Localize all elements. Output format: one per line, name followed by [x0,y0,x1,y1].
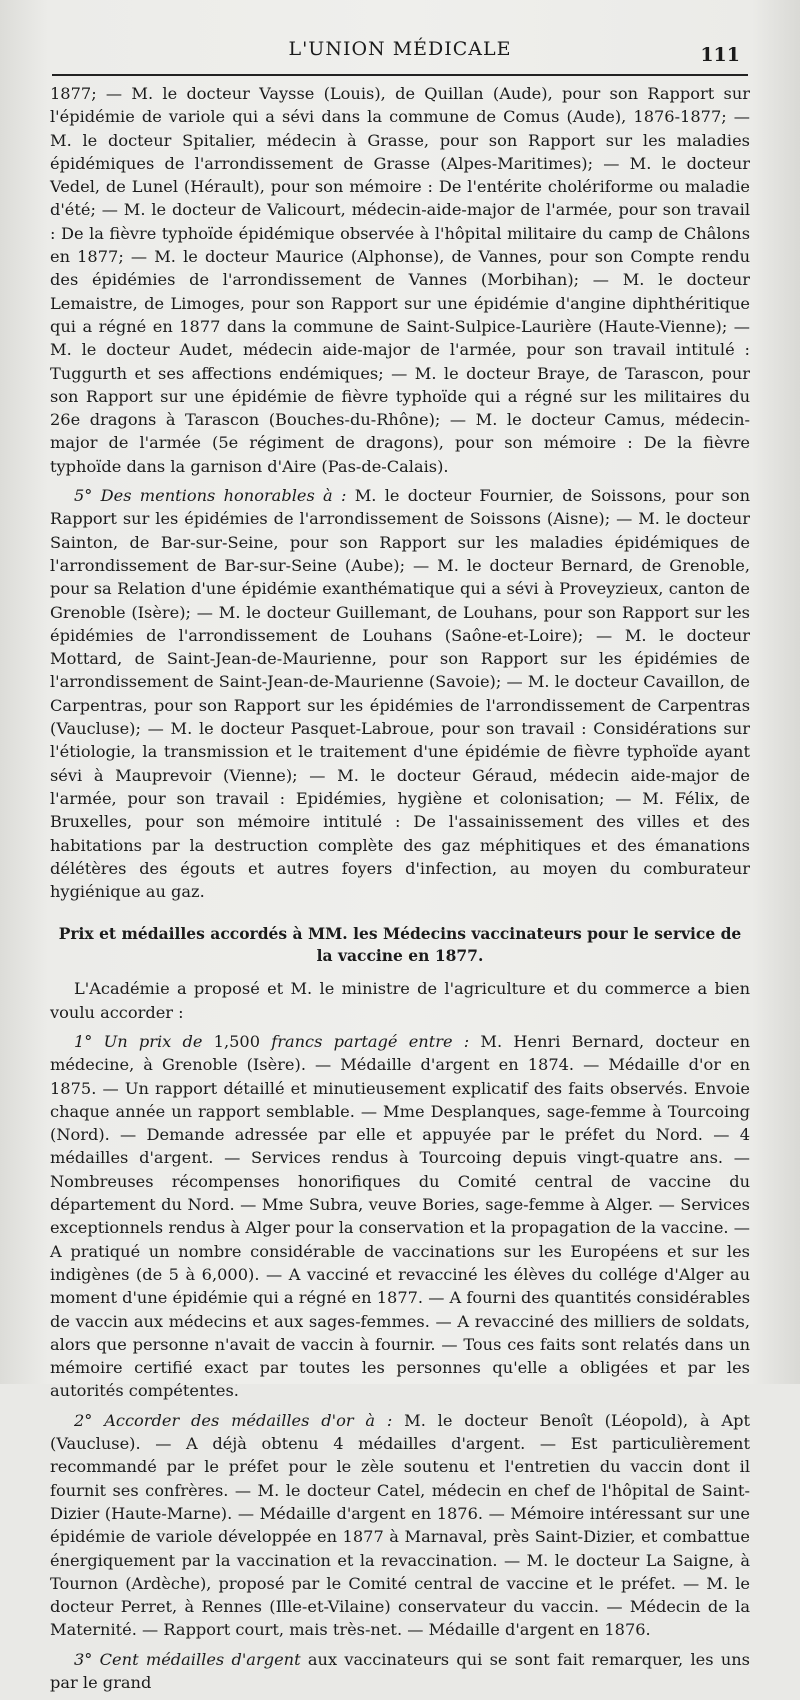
paragraph-academy: L'Académie a proposé et M. le ministre de l'agriculture et du commerce a bien voulu accorder : [50,979,750,1022]
section-title: Prix et médailles accordés à MM. les Médecins vaccinateurs pour le service de la vaccine en 1877. [58,924,742,966]
gold-medals-text: M. le docteur Benoît (Léopold), à Apt (Vaucluse). — A déjà obtenu 4 médailles d'argent. — Est particulièrement recommandé par le préfet pour le zèle soutenu et l'entretien du vaccin dont il fournit ses confrères. — M. le docteur Catel, médecin en chef de l'hôpital de Saint-Dizier (Haute-Marne). — Médaille d'argent en 1876. — Mémoire intéressant sur une épidémie de variole développée en 1877 à Marnaval, près Saint-Dizier, et combattue énergiquement par la vaccination et la revaccination. — M. le docteur La Saigne, à Tournon (Ardèche), proposé par le Comité central de vaccine et le préfet. — M. le docteur Perret, à Rennes (Ille-et-Vilaine) conservateur du vaccin. — Médecin de la Maternité. — Rapport court, mais très-net. — Médaille d'argent en 1876. [50,1410,750,1640]
first-prize-heading: 1° Un prix de [74,1031,203,1051]
paragraph-first-prize [50,1030,750,1403]
first-prize-amount: 1,500 [202,1031,272,1051]
paragraph-honorable-mentions [50,484,750,903]
running-head [0,38,800,68]
article-body [50,82,750,1700]
honorable-mentions-text: M. le docteur Fournier, de Soissons, pour son Rapport sur les épidémies de l'arrondissement de Soissons (Aisne); — M. le docteur Sainton, de Bar-sur-Seine, pour son Rapport sur les maladies épidémiques de l'arrondissement de Bar-sur-Seine (Aube); — M. le docteur Bernard, de Grenoble, pour sa Relation d'une épidémie exanthématique qui a sévi à Proveyzieux, canton de Grenoble (Isère); — M. le docteur Guillemant, de Louhans, pour son Rapport sur les épidémies de l'arrondissement de Louhans (Saône-et-Loire); — M. le docteur Mottard, de Saint-Jean-de-Maurienne, pour son Rapport sur les épidémies de l'arrondissement de Saint-Jean-de-Maurienne (Savoie); — M. le docteur Cavaillon, de Carpentras, pour son Rapport sur les épidémies de l'arrondissement de Carpentras (Vaucluse); — M. le docteur Pasquet-Labroue, pour son travail : Considérations sur l'étiologie, la transmission et le traitement d'une épidémie de fièvre typhoïde ayant sévi à Mauprevoir (Vienne); — M. le docteur Géraud, médecin aide-major de l'armée, pour son travail : Epidémies, hygiène et colonisation; — M. Félix, de Bruxelles, pour son mémoire intitulé : De l'assainissement des villes et des habitations par la destruction complète des gaz méphitiques et des émanations délétères des égouts et autres foyers d'infection, au moyen du comburateur hygiénique au gaz. [50,486,751,902]
silver-medals-heading: 3° Cent médailles d'argent [74,1649,301,1669]
paragraph-gold-medals [50,1409,750,1642]
journal-title: L'UNION MÉDICALE [288,38,512,60]
paragraph-silver-medals [50,1648,750,1695]
gold-medals-heading: 2° Accorder des médailles d'or à : [74,1410,393,1430]
header-rule [52,74,748,76]
silver-medals-text: aux vaccinateurs qui se sont fait remarquer, les uns par le grand [50,1649,750,1692]
page-number: 111 [700,44,740,66]
first-prize-text: M. Henri Bernard, docteur en médecine, à Grenoble (Isère). — Médaille d'argent en 1874. — Médaille d'or en 1875. — Un rapport détaillé et minutieusement explicatif des faits observés. Envoie chaque année un rapport semblable. — Mme Desplanques, sage-femme à Tourcoing (Nord). — Demande adressée par elle et appuyée par le préfet du Nord. — 4 médailles d'argent. — Services rendus à Tourcoing depuis vingt-quatre ans. — Nombreuses récompenses honorifiques du Comité central de vaccine du département du Nord. — Mme Subra, veuve Bories, sage-femme à Alger. — Services exceptionnels rendus à Alger pour la conservation et la propagation de la vaccine. — A pratiqué un nombre considérable de vaccinations sur les Européens et sur les indigènes (de 5 à 6,000). — A vacciné et revacciné les élèves du collége d'Alger au moment d'une épidémie qui a régné en 1877. — A fourni des quantités considérables de vaccin aux médecins et aux sages-femmes. — A revacciné des milliers de soldats, alors que personne n'avait de vaccin à fournir. — Tous ces faits sont relatés dans un mémoire certifié exact par toutes les personnes qu'elle a obligées et par les autorités compétentes. [50,1031,751,1401]
first-prize-heading-2: francs partagé entre : [271,1031,470,1051]
paragraph-continued-list: 1877; — M. le docteur Vaysse (Louis), de Quillan (Aude), pour son Rapport sur l'épidémie de variole qui a sévi dans la commune de Comus (Aude), 1876-1877; — M. le docteur Spitalier, médecin à Grasse, pour son Rapport sur les maladies épidémiques de l'arrondissement de Grasse (Alpes-Maritimes); — M. le docteur Vedel, de Lunel (Hérault), pour son mémoire : De l'entérite cholériforme ou maladie d'été; — M. le docteur de Valicourt, médecin-aide-major de l'armée, pour son travail : De la fièvre typhoïde épidémique observée à l'hôpital militaire du camp de Châlons en 1877; — M. le docteur Maurice (Alphonse), de Vannes, pour son Compte rendu des épidémies de l'arrondissement de Vannes (Morbihan); — M. le docteur Lemaistre, de Limoges, pour son Rapport sur une épidémie d'angine diphthéritique qui a régné en 1877 dans la commune de Saint-Sulpice-Laurière (Haute-Vienne); — M. le docteur Audet, médecin aide-major de l'armée, pour son travail intitulé : Tuggurth et ses affections endémiques; — M. le docteur Braye, de Tarascon, pour son Rapport sur une épidémie de fièvre typhoïde qui a régné sur les militaires du 26e dragons à Tarascon (Bouches-du-Rhône); — M. le docteur Camus, médecin-major de l'armée (5e régiment de dragons), pour son mémoire : De la fièvre typhoïde dans la garnison d'Aire (Pas-de-Calais). [50,84,750,476]
honorable-mentions-heading: 5° Des mentions honorables à : [74,486,347,506]
